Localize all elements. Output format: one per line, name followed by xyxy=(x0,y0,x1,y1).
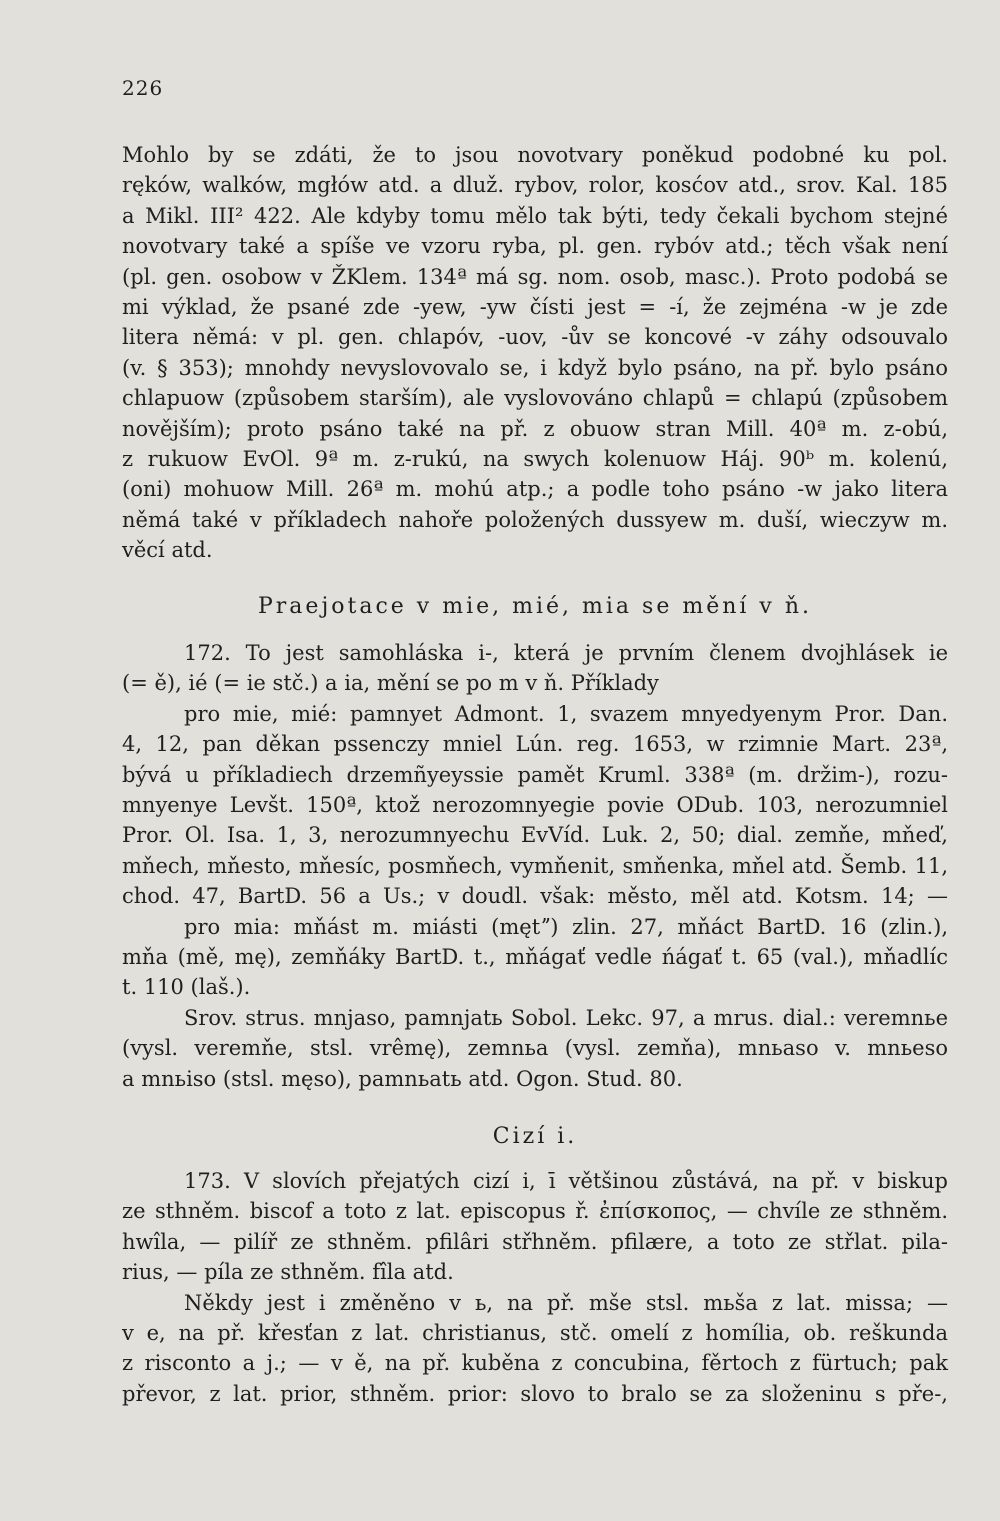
text-line: Pror. Ol. Isa. 1, 3, nerozumnyechu EvVíd. Luk. 2, 50; dial. zemňe, mňeď, xyxy=(122,823,948,848)
text-line: Srov. strus. mnjaso, pamnjatь Sobol. Lekc. 97, a mrus. dial.: veremnьe xyxy=(184,1005,948,1030)
paragraph-172 xyxy=(122,638,948,1094)
text-line: pro mie, mié: pamnyet Admont. 1, svazem mnyedyenym Pror. Dan. xyxy=(184,701,948,726)
text-line: 172. To jest samohláska i-, která je prvním členem dvojhlásek ie xyxy=(184,641,948,665)
text-line: novotvary také a spíše ve vzoru ryba, pl. gen. rybόv atd.; těch však není xyxy=(122,234,948,259)
text-line: (oni) mohuow Mill. 26ª m. mohú atp.; a podle toho psáno -w jako litera xyxy=(122,477,948,502)
text-line: chod. 47, BartD. 56 a Us.; v doudl. však: město, měl atd. Kotsm. 14; — xyxy=(122,884,948,909)
text-line: v e, na př. křesťan z lat. christianus, stč. omelí z homília, ob. reškunda xyxy=(122,1321,948,1346)
section-heading-praejotace: Praejotace v mie, mié, mia se mění v ň. xyxy=(257,594,812,619)
text-line: novějším); proto psáno také na př. z obuow stran Mill. 40ª m. z-obú, xyxy=(122,416,948,441)
text-line: mňech, mňesto, mňesíc, posmňech, vymňenit, smňenka, mňel atd. Šemb. 11, xyxy=(122,853,948,878)
text-line: 4, 12, pan děkan pssenczy mniel Lún. reg. 1653, w rzimnie Mart. 23ª, xyxy=(122,732,948,757)
text-line: rius, — píla ze sthněm. fîla atd. xyxy=(122,1260,454,1285)
section-heading-cizi-i: Cizí i. xyxy=(492,1124,578,1149)
paragraph-continuation xyxy=(122,140,948,566)
text-line: litera němá: v pl. gen. chlapόv, -uov, -ův se koncové -v záhy odsouvalo xyxy=(122,325,948,350)
text-line: Mohlo by se zdáti, že to jsou novotvary poněkud podobné ku pol. xyxy=(122,143,948,167)
text-line: (pl. gen. osobow v ŽKlem. 134ª má sg. nom. osob, masc.). Proto podobá se xyxy=(122,264,948,289)
text-line: z rukuow EvOl. 9ª m. z-rukú, na swych kolenuow Háj. 90ᵇ m. kolenú, xyxy=(122,447,948,472)
text-line: 173. V slovích přejatých cizí i, ī většinou zůstává, na př. v biskup xyxy=(184,1169,948,1193)
page-number: 226 xyxy=(122,76,164,100)
text-line: pro mia: mňást m. miásti (mętˮ) zlin. 27, mňáct BartD. 16 (zlin.), xyxy=(184,914,948,939)
text-line: němá také v příkladech nahoře položených dussyew m. duší, wieczyw m. xyxy=(122,507,948,532)
text-line: bývá u příkladiech drzemñyeyssie pamět Kruml. 338ª (m. držim-), rozu- xyxy=(122,762,948,787)
text-line: mi výklad, že psané zde -yew, -yw čísti jest = -í, že zejména -w je zde xyxy=(122,295,948,320)
text-line: mnyenye Levšt. 150ª, ktož nerozomnyegie povie ODub. 103, nerozumniel xyxy=(122,793,948,818)
text-line: rękόw, walkόw, mgłόw atd. a dluž. rybov, rolor, kosćov atd., srov. Kal. 185 xyxy=(122,173,948,198)
paragraph-173 xyxy=(122,1166,948,1409)
text-line: Někdy jest i změněno v ь, na př. mše stsl. mьša z lat. missa; — xyxy=(184,1290,948,1315)
text-line: a Mikl. III² 422. Ale kdyby tomu mělo tak býti, tedy čekali bychom stejné xyxy=(122,203,948,228)
text-line: (vysl. veremňe, stsl. vrêmę), zemnьa (vysl. zemňa), mnьaso v. mnьeso xyxy=(122,1036,948,1061)
text-line: převor, z lat. prior, sthněm. prior: slovo to bralo se za složeninu s pře-, xyxy=(122,1381,948,1406)
text-line: a mnьiso (stsl. męso), pamnьatь atd. Ogon. Stud. 80. xyxy=(122,1066,683,1091)
text-line: věcí atd. xyxy=(122,538,213,563)
text-line: z risconto a j.; — v ě, na př. kuběna z concubina, fěrtoch z fürtuch; pak xyxy=(122,1351,948,1376)
text-line: (v. § 353); mnohdy nevyslovovalo se, i když bylo psáno, na př. bylo psáno xyxy=(122,355,948,380)
text-line: hwîla, — pilíř ze sthněm. pfilâri střhněm. pfilære, a toto ze střlat. pila- xyxy=(122,1229,948,1254)
text-line: mňa (mě, mę), zemňáky BartD. t., mňágať vedle ńágať t. 65 (val.), mňadlíc xyxy=(122,945,948,970)
text-line: t. 110 (laš.). xyxy=(122,975,251,1000)
text-line: chlapuow (způsobem starším), ale vyslovováno chlapů = chlapú (způsobem xyxy=(122,386,948,411)
text-line: (= ě), ié (= ie stč.) a ia, mění se po m v ň. Příklady xyxy=(122,671,659,696)
text-line: ze sthněm. biscof a toto z lat. episcopus ř. ἐπίσκοπος, — chvíle ze sthněm. xyxy=(122,1199,948,1224)
